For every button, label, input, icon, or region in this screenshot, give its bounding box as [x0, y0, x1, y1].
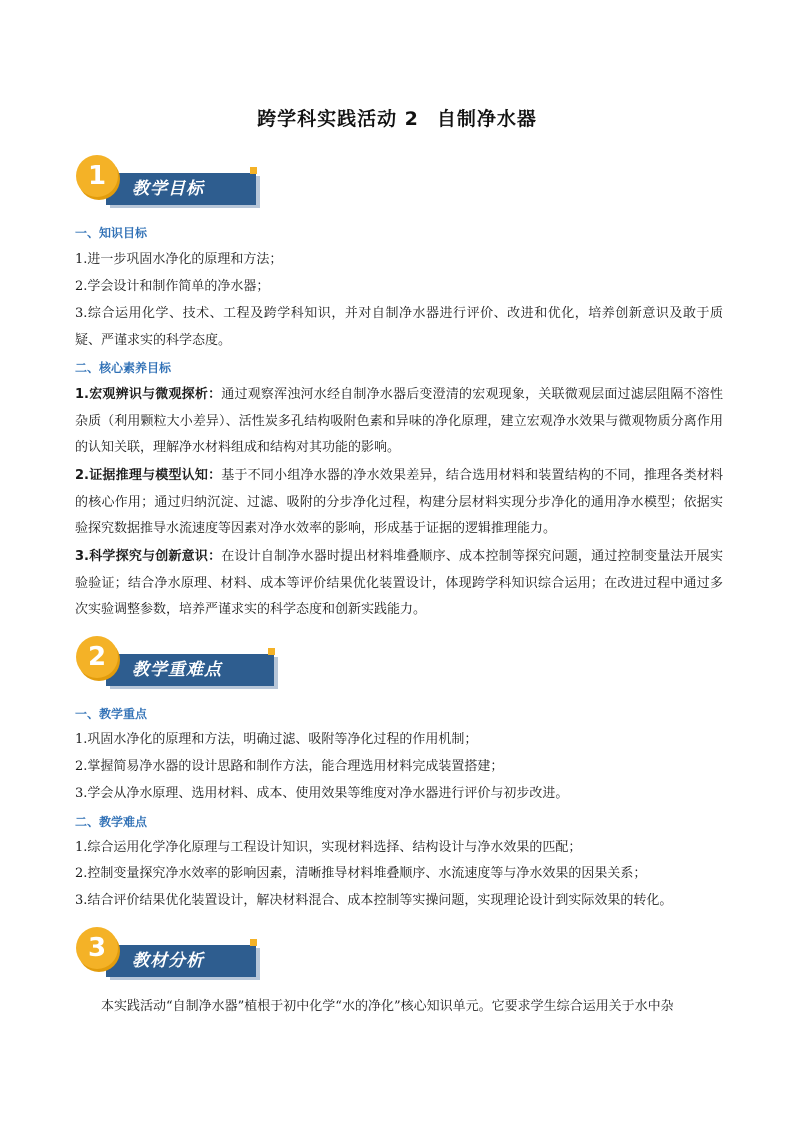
core-item [75, 544, 723, 624]
section-number: 2 [87, 642, 107, 672]
focus-heading: 一、教学重点 [75, 707, 148, 721]
difficulty-item: 2.控制变量探究净水效率的影响因素，清晰推导材料堆叠顺序、水流速度等与净水效果的因果关系； [75, 866, 647, 881]
knowledge-item: 3.综合运用化学、技术、工程及跨学科知识，并对自制净水器进行评价、改进和优化，培养创新意识及敢于质疑、严谨求实的科学态度。 [75, 306, 723, 348]
section-label: 教材分析 [132, 951, 204, 971]
knowledge-item: 1.进一步巩固水净化的原理和方法； [75, 252, 283, 267]
difficulty-item: 3.结合评价结果优化装置设计，解决材料混合、成本控制等实操问题，实现理论设计到实际效果的转化。 [75, 893, 673, 908]
knowledge-heading: 一、知识目标 [75, 226, 148, 240]
section-number: 3 [87, 933, 107, 963]
square-dot-icon [250, 167, 257, 174]
core-item [75, 382, 723, 462]
core-item-text: 在设计自制净水器时提出材料堆叠顺序、成本控制等探究问题，通过控制变量法开展实验验证；结合净水原理、材料、成本等评价结果优化装置设计，体现跨学科知识综合运用；在改进过程中通过多次实验调整参数，培养严谨求实的科学态度和创新实践能力。 [75, 549, 723, 617]
core-item-text: 通过观察浑浊河水经自制净水器后变澄清的宏观现象，关联微观层面过滤层阻隔不溶性杂质（利用颗粒大小差异）、活性炭多孔结构吸附色素和异味的净化原理，建立宏观净水效果与微观物质分离作用的认知关联，理解净水材料组成和结构对其功能的影响。 [75, 387, 723, 455]
core-item [75, 463, 723, 543]
page-title [0, 104, 794, 131]
core-item-lead: 1.宏观辨识与微观探析： [75, 387, 222, 402]
section-badge-2 [76, 636, 266, 692]
title-part2: 自制净水器 [436, 108, 537, 130]
section-badge-3 [76, 927, 266, 983]
square-dot-icon [250, 939, 257, 946]
focus-item: 3.学会从净水原理、选用材料、成本、使用效果等维度对净水器进行评价与初步改进。 [75, 786, 569, 801]
analysis-paragraph: 本实践活动“自制净水器”植根于初中化学“水的净化”核心知识单元。它要求学生综合运用关于水中杂 [101, 999, 674, 1014]
difficulty-heading: 二、教学难点 [75, 815, 148, 829]
focus-item: 1.巩固水净化的原理和方法，明确过滤、吸附等净化过程的作用机制； [75, 732, 478, 747]
section-label: 教学重难点 [132, 660, 222, 680]
square-dot-icon [268, 648, 275, 655]
core-heading: 二、核心素养目标 [75, 361, 172, 375]
core-item-lead: 3.科学探究与创新意识： [75, 549, 222, 564]
section-label: 教学目标 [132, 179, 204, 199]
title-part1: 跨学科实践活动 2 [257, 108, 419, 130]
section-badge-1 [76, 155, 266, 211]
knowledge-item: 2.学会设计和制作简单的净水器； [75, 279, 270, 294]
section-number: 1 [87, 161, 107, 191]
difficulty-item: 1.综合运用化学净化原理与工程设计知识，实现材料选择、结构设计与净水效果的匹配； [75, 840, 582, 855]
core-item-lead: 2.证据推理与模型认知： [75, 468, 222, 483]
core-item-text: 基于不同小组净水器的净水效果差异，结合选用材料和装置结构的不同，推理各类材料的核心作用；通过归纳沉淀、过滤、吸附的分步净化过程，构建分层材料实现分步净化的通用净水模型；依据实验探究数据推导水流速度等因素对净水效率的影响，形成基于证据的逻辑推理能力。 [75, 468, 723, 536]
focus-item: 2.掌握简易净水器的设计思路和制作方法，能合理选用材料完成装置搭建； [75, 759, 504, 774]
